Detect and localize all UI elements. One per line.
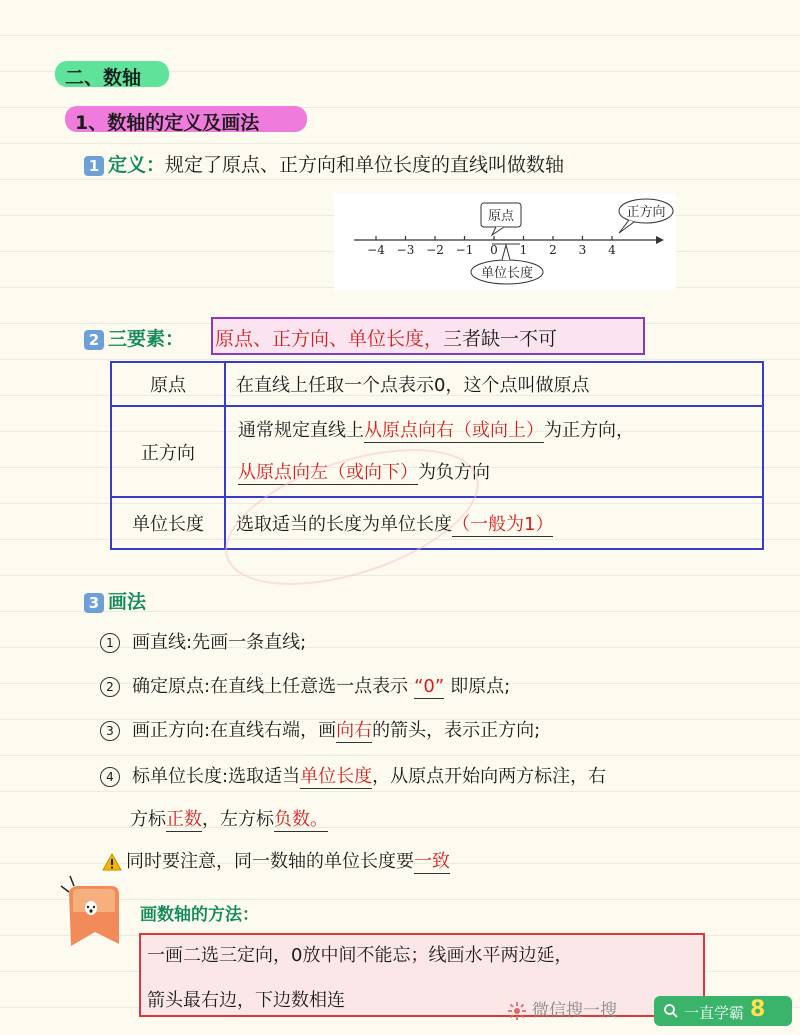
tick-label: −2 (426, 243, 444, 257)
dir-line2-post: 为负方向 (418, 461, 490, 483)
direction-label: 正方向 (626, 205, 666, 220)
number-line-figure (334, 193, 676, 291)
step-4-red: 单位长度 (300, 766, 373, 787)
dir-line1-post: 为正方向， (544, 419, 634, 441)
number-line-svg (334, 193, 676, 291)
tick-label: −1 (455, 243, 474, 257)
warning-red: 一致 (414, 851, 450, 872)
number-badge-2: 2 (84, 330, 104, 350)
chapter-heading: 二、数轴 (55, 61, 169, 87)
step-4-l2-pre: 方标 (130, 809, 166, 830)
step-2-post: 即原点; (450, 676, 511, 697)
tick-label: −4 (367, 243, 385, 257)
step-3-red: 向右 (336, 720, 373, 741)
elements-rest-text: 三者缺一不可 (443, 328, 558, 350)
table-cell-origin: 在直线上任取一个点表示0，这个点叫做原点 (225, 362, 763, 406)
step-4-line2 (130, 805, 328, 831)
dir-line2-red: 从原点向左（或向下） (238, 461, 418, 483)
warning-line (102, 847, 450, 873)
step-4 (100, 762, 606, 788)
search-button[interactable] (654, 996, 792, 1026)
search-text: 一直学霸 (684, 1004, 745, 1022)
bookmark-icon (55, 872, 127, 952)
table-head-unit: 单位长度 (111, 497, 225, 549)
table-head-origin: 原点 (111, 362, 225, 406)
step-2 (100, 672, 510, 698)
method-line-2: 箭头最右边，下边数相连 (147, 990, 345, 1011)
search-icon (663, 1003, 679, 1019)
warning-icon (102, 853, 122, 871)
elements-label: 三要素： (108, 328, 185, 350)
section-heading: 1、数轴的定义及画法 (65, 106, 307, 132)
tick-label: 3 (578, 243, 587, 257)
elements-highlight-text: 原点、正方向、单位长度， (215, 328, 444, 350)
wechat-search-mark (506, 996, 648, 1026)
step-2-pre: 确定原点:在直线上任意选一点表示 (132, 676, 409, 697)
definition-text: 规定了原点、正方向和单位长度的直线叫做数轴 (165, 154, 565, 176)
number-badge-3: 3 (84, 593, 104, 613)
warning-text: 同时要注意，同一数轴的单位长度要 (126, 851, 414, 872)
step-number: 1 (100, 633, 120, 653)
tick-label: 2 (549, 243, 557, 257)
step-number: 4 (100, 767, 120, 787)
tick-label: −3 (396, 243, 415, 257)
dir-line1-pre: 通常规定直线上 (238, 419, 364, 441)
step-2-red: “0” (414, 676, 445, 697)
step-4-post: ，从原点开始向两方标注，右 (372, 766, 607, 787)
step-4-pre: 标单位长度:选取适当 (132, 766, 301, 787)
step-4-positive: 正数 (166, 809, 202, 830)
drawing-label: 画法 (108, 591, 147, 613)
step-1-text: 画直线:先画一条直线; (132, 632, 307, 653)
elements-highlight-box (211, 317, 645, 355)
table-row (111, 362, 763, 406)
elements-line (84, 324, 184, 351)
unit-red: （一般为1） (452, 514, 554, 535)
step-3-post: 的箭头，表示正方向; (372, 720, 541, 741)
tick-label: 0 (490, 243, 498, 257)
step-number: 2 (100, 677, 120, 697)
origin-label: 原点 (487, 209, 515, 224)
unit-pre: 选取适当的长度为单位长度 (236, 514, 452, 535)
wechat-text: 微信搜一搜 (532, 1001, 617, 1021)
step-4-l2-mid: ，左方标 (202, 809, 274, 830)
step-4-negative: 负数。 (274, 809, 328, 830)
step-3 (100, 716, 540, 742)
definition-line (84, 150, 564, 177)
step-number: 3 (100, 721, 120, 741)
page-number: 8 (750, 997, 766, 1022)
method-title: 画数轴的方法： (140, 905, 259, 925)
method-line-1: 一画二选三定向，0放中间不能忘；线画水平两边延， (147, 945, 573, 966)
drawing-heading (84, 587, 146, 614)
step-3-pre: 画正方向:在直线右端，画 (132, 720, 337, 741)
dir-line1-red: 从原点向右（或向上） (364, 419, 544, 441)
definition-label: 定义： (108, 154, 166, 176)
number-badge-1: 1 (84, 156, 104, 176)
table-head-direction: 正方向 (111, 406, 225, 497)
tick-label: 4 (608, 243, 616, 257)
unit-label: 单位长度 (480, 266, 534, 281)
wechat-search-icon (506, 1000, 528, 1022)
step-1 (100, 628, 306, 654)
tick-label: 1 (519, 243, 528, 257)
